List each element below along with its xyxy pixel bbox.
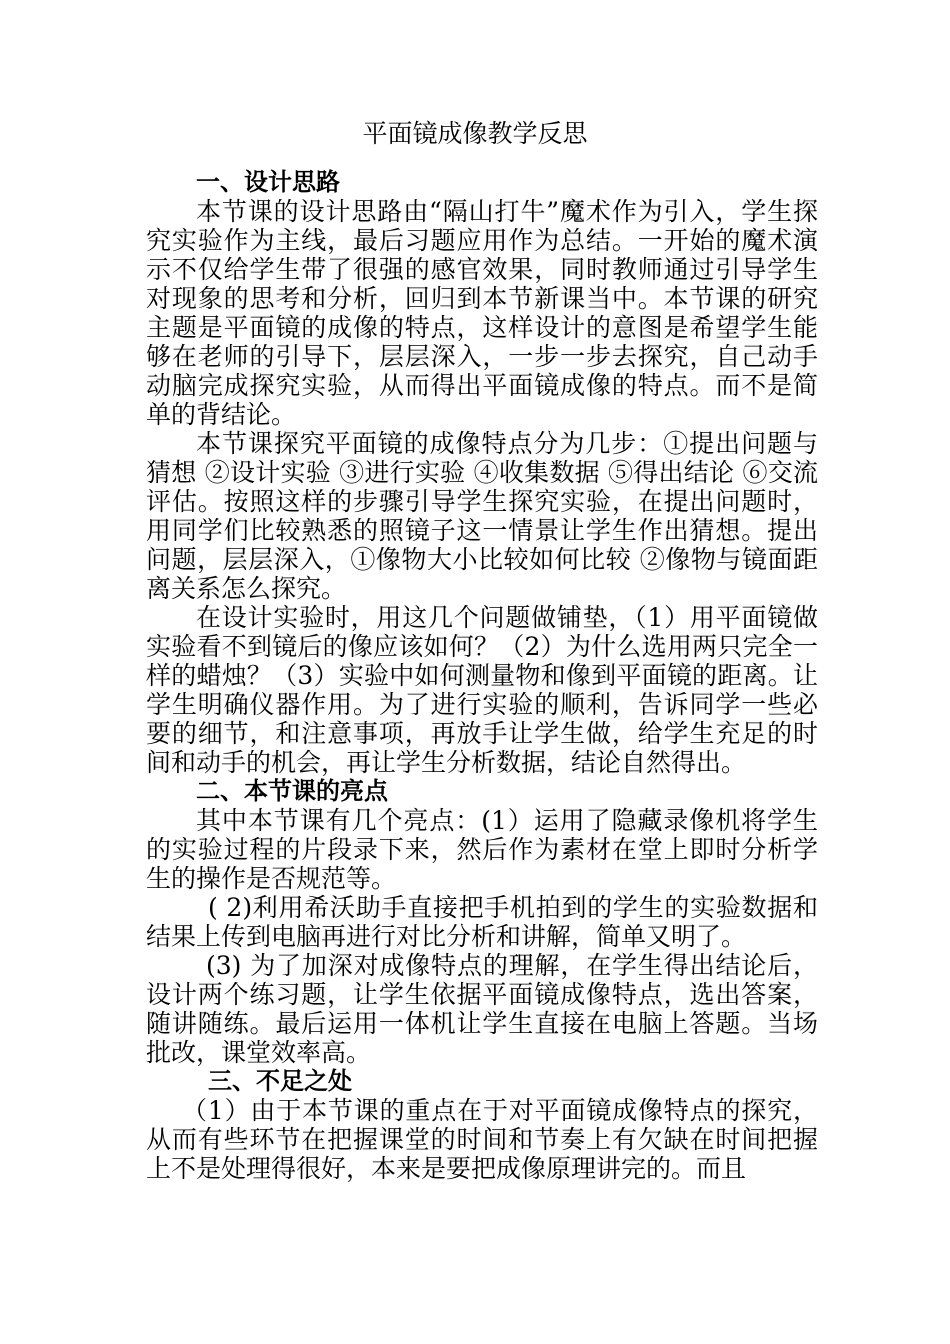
paragraph: 其中本节课有几个亮点：(1）运用了隐藏录像机将学生的实验过程的片段录下来，然后作为素材在堂上即时分析学生的操作是否规范等。 — [146, 806, 818, 893]
section-heading-shortcomings: 三、不足之处 — [208, 1067, 352, 1095]
paragraph: (3) 为了加深对成像特点的理解，在学生得出结论后，设计两个练习题，让学生依据平面镜成像特点，选出答案，随讲随练。最后运用一体机让学生直接在电脑上答题。当场批改，课堂效率高。 — [146, 951, 818, 1067]
paragraph: 在设计实验时，用这几个问题做铺垫，（1）用平面镜做实验看不到镜后的像应该如何？（2）为什么选用两只完全一样的蜡烛？（3）实验中如何测量物和像到平面镜的距离。让学生明确仪器作用。为了进行实验的顺利，告诉同学一些必要的细节，和注意事项，再放手让学生做，给学生充足的时间和动手的机会，再让学生分析数据，结论自然得出。 — [146, 603, 818, 777]
document-body — [146, 168, 818, 1183]
paragraph: （1）由于本节课的重点在于对平面镜成像特点的探究，从而有些环节在把握课堂的时间和节奏上有欠缺在时间把握上不是处理得很好，本来是要把成像原理讲完的。而且 — [146, 1096, 818, 1183]
paragraph: 本节课探究平面镜的成像特点分为几步：①提出问题与猜想 ②设计实验 ③进行实验 ④收集数据 ⑤得出结论 ⑥交流评估。按照这样的步骤引导学生探究实验，在提出问题时，用同学们比较熟悉的照镜子这一情景让学生作出猜想。提出问题，层层深入，①像物大小比较如何比较 ②像物与镜面距离关系怎么探究。 — [146, 429, 818, 603]
paragraph: ( 2)利用希沃助手直接把手机拍到的学生的实验数据和结果上传到电脑再进行对比分析和讲解，简单又明了。 — [146, 893, 818, 951]
paragraph: 本节课的设计思路由“隔山打牛”魔术作为引入，学生探究实验作为主线，最后习题应用作为总结。一开始的魔术演示不仅给学生带了很强的感官效果，同时教师通过引导学生对现象的思考和分析，回归到本节新课当中。本节课的研究主题是平面镜的成像的特点，这样设计的意图是希望学生能够在老师的引导下，层层深入，一步一步去探究，自己动手动脑完成探究实验，从而得出平面镜成像的特点。而不是简单的背结论。 — [146, 197, 818, 429]
section-heading-design: 一、设计思路 — [196, 168, 340, 196]
section-heading-highlights: 二、本节课的亮点 — [196, 777, 388, 805]
document-title: 平面镜成像教学反思 — [362, 119, 588, 148]
